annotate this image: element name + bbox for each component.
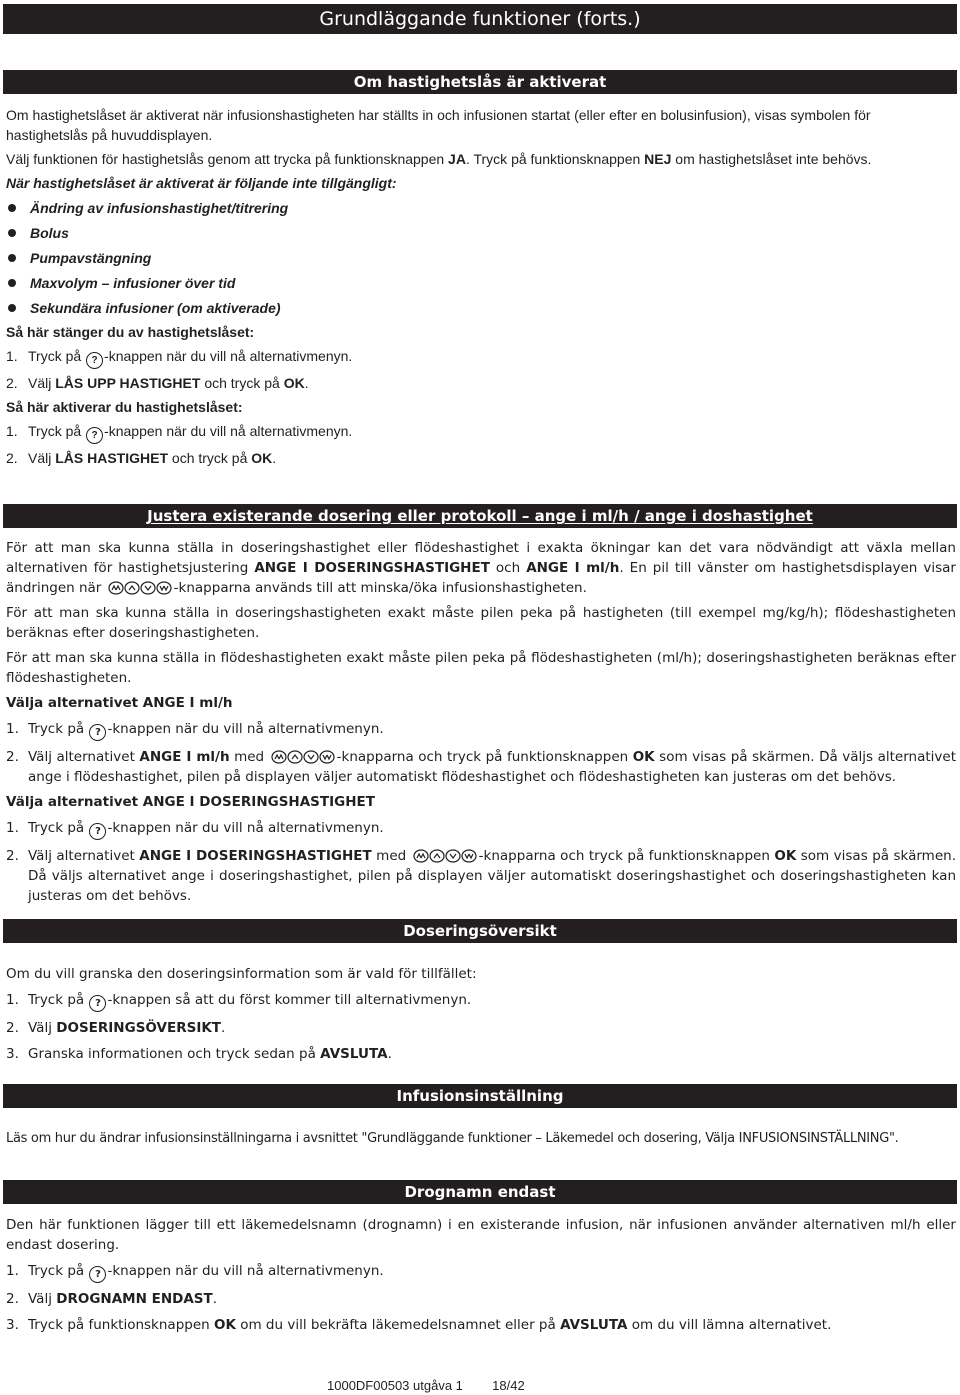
rate-lock-unavailable-heading: När hastighetslåset är aktiverat är följande inte tillgängligt: bbox=[6, 175, 397, 191]
adjust-paragraph-1: För att man ska kunna ställa in doseringshastighet eller flödeshastighet i exakta ökningar kan det vara nödvändigt att växla mellan alternativen för hastighetsjustering ANGE I DOSERINGSHASTIGHET och ANGE I ml/h. En pil till vänster om hastighetsdisplayen visar ändringen när -knapparna används till att minska/öka infusionshastigheten. bbox=[6, 540, 956, 596]
bullet-item: Sekundära infusioner (om aktiverade) bbox=[6, 298, 956, 318]
document-id: 1000DF00503 utgåva 1 bbox=[327, 1378, 463, 1393]
drug-step-2: 2. Välj DROGNAMN ENDAST. bbox=[6, 1291, 218, 1307]
question-mark-key-icon: ? bbox=[89, 1266, 106, 1283]
overview-step-2: 2. Välj DOSERINGSÖVERSIKT. bbox=[6, 1020, 226, 1036]
unlock-step-1: 1. Tryck på ? -knappen när du vill nå alternativmenyn. bbox=[6, 346, 956, 369]
question-mark-key-icon: ? bbox=[89, 995, 106, 1012]
bullet-item: Ändring av infusionshastighet/titrering bbox=[6, 198, 956, 218]
section-heading-rate-lock: Om hastighetslås är aktiverat bbox=[3, 70, 957, 94]
lock-heading: Så här aktiverar du hastighetslåset: bbox=[6, 399, 243, 415]
lock-step-1: 1. Tryck på ? -knappen när du vill nå alternativmenyn. bbox=[6, 421, 956, 444]
section-heading-infusion-settings: Infusionsinställning bbox=[3, 1084, 957, 1108]
page-footer bbox=[327, 1378, 525, 1393]
unlock-heading: Så här stänger du av hastighetslåset: bbox=[6, 324, 255, 340]
question-mark-key-icon: ? bbox=[89, 724, 106, 741]
drug-step-3: 3. Tryck på funktionsknappen OK om du vill bekräfta läkemedelsnamnet eller på AVSLUTA om du vill lämna alternativet. bbox=[6, 1317, 832, 1333]
infusion-settings-text: Läs om hur du ändrar infusionsinställningarna i avsnittet "Grundläggande funktioner – Läkemedel och dosering, Välja INFUSIONSINSTÄLLNING". bbox=[6, 1131, 899, 1146]
overview-step-3: 3. Granska informationen och tryck sedan på AVSLUTA. bbox=[6, 1046, 392, 1062]
question-mark-key-icon: ? bbox=[86, 427, 103, 444]
bullet-item: Bolus bbox=[6, 223, 956, 243]
drug-step-1: 1. Tryck på ? -knappen när du vill nå alternativmenyn. bbox=[6, 1261, 956, 1283]
section-rate-lock bbox=[6, 105, 956, 468]
section-infusion-settings bbox=[6, 1129, 956, 1149]
dose-step-1: 1. Tryck på ? -knappen när du vill nå alternativmenyn. bbox=[6, 818, 956, 840]
bullet-item: Maxvolym – infusioner över tid bbox=[6, 273, 956, 293]
section-heading-drug-name: Drognamn endast bbox=[3, 1180, 957, 1204]
section-drug-name bbox=[6, 1215, 956, 1335]
section-dose-overview bbox=[6, 964, 956, 1064]
rate-arrow-keys-icon bbox=[108, 580, 172, 596]
overview-intro: Om du vill granska den doseringsinformation som är vald för tillfället: bbox=[6, 966, 477, 982]
adjust-paragraph-2: För att man ska kunna ställa in doseringshastigheten exakt måste pilen peka på hastigheten (till exempel mg/kg/h); flödeshastigheten beräknas efter doseringshastigheten. bbox=[6, 605, 956, 641]
adjust-paragraph-3: För att man ska kunna ställa in flödeshastigheten exakt måste pilen peka på flödeshastigheten (ml/h); doseringshastigheten beräknas efter flödeshastigheten. bbox=[6, 650, 956, 686]
ml-step-2: 2. Välj alternativet ANGE I ml/h med -knapparna och tryck på funktionsknappen OK som visas på skärmen. Då väljs alternativet ange i flödeshastighet, pilen på displayen väljer automatiskt flödeshastighet och flödeshastigheten kan justeras om det behövs. bbox=[6, 749, 957, 785]
page-title: Grundläggande funktioner (forts.) bbox=[3, 4, 957, 34]
drug-name-intro: Den här funktionen lägger till ett läkemedelsnamn (drognamn) i en existerande infusion, när infusionen använder alternativen ml/h eller endast dosering. bbox=[6, 1217, 956, 1253]
unlock-step-2: 2. Välj LÅS UPP HASTIGHET och tryck på OK. bbox=[6, 375, 309, 391]
rate-arrow-keys-icon bbox=[413, 848, 477, 864]
dose-step-2: 2. Välj alternativet ANGE I DOSERINGSHASTIGHET med -knapparna och tryck på funktionsknappen OK som visas på skärmen. Då väljs alternativet ange i doseringshastighet, pilen på displayen väljer automatiskt doseringshastighet och doseringshastigheten kan justeras om det behövs. bbox=[6, 848, 956, 904]
page-number: 18/42 bbox=[492, 1378, 525, 1393]
rate-lock-intro-line1: Om hastighetslåset är aktiverat när infusionshastigheten har ställts in och infusionen startat (eller efter en bolusinfusion), visas symbolen för bbox=[6, 107, 871, 123]
section-heading-adjust-dosing: Justera existerande dosering eller protokoll – ange i ml/h / ange i doshastighet bbox=[3, 504, 957, 528]
dose-heading: Välja alternativet ANGE I DOSERINGSHASTIGHET bbox=[6, 794, 375, 810]
section-adjust-dosing bbox=[6, 538, 956, 906]
question-mark-key-icon: ? bbox=[86, 352, 103, 369]
lock-step-2: 2. Välj LÅS HASTIGHET och tryck på OK. bbox=[6, 450, 277, 466]
bullet-item: Pumpavstängning bbox=[6, 248, 956, 268]
ml-step-1: 1. Tryck på ? -knappen när du vill nå alternativmenyn. bbox=[6, 719, 956, 741]
section-heading-dose-overview: Doseringsöversikt bbox=[3, 919, 957, 943]
rate-arrow-keys-icon bbox=[271, 749, 335, 765]
ml-heading: Välja alternativet ANGE I ml/h bbox=[6, 695, 233, 711]
overview-step-1: 1. Tryck på ? -knappen så att du först kommer till alternativmenyn. bbox=[6, 990, 956, 1012]
question-mark-key-icon: ? bbox=[89, 823, 106, 840]
rate-lock-intro-line2: hastighetslås på huvuddisplayen. bbox=[6, 127, 213, 143]
rate-lock-select-text: Välj funktionen för hastighetslås genom att trycka på funktionsknappen JA. Tryck på funktionsknappen NEJ om hastighetslåset inte behövs. bbox=[6, 151, 872, 167]
